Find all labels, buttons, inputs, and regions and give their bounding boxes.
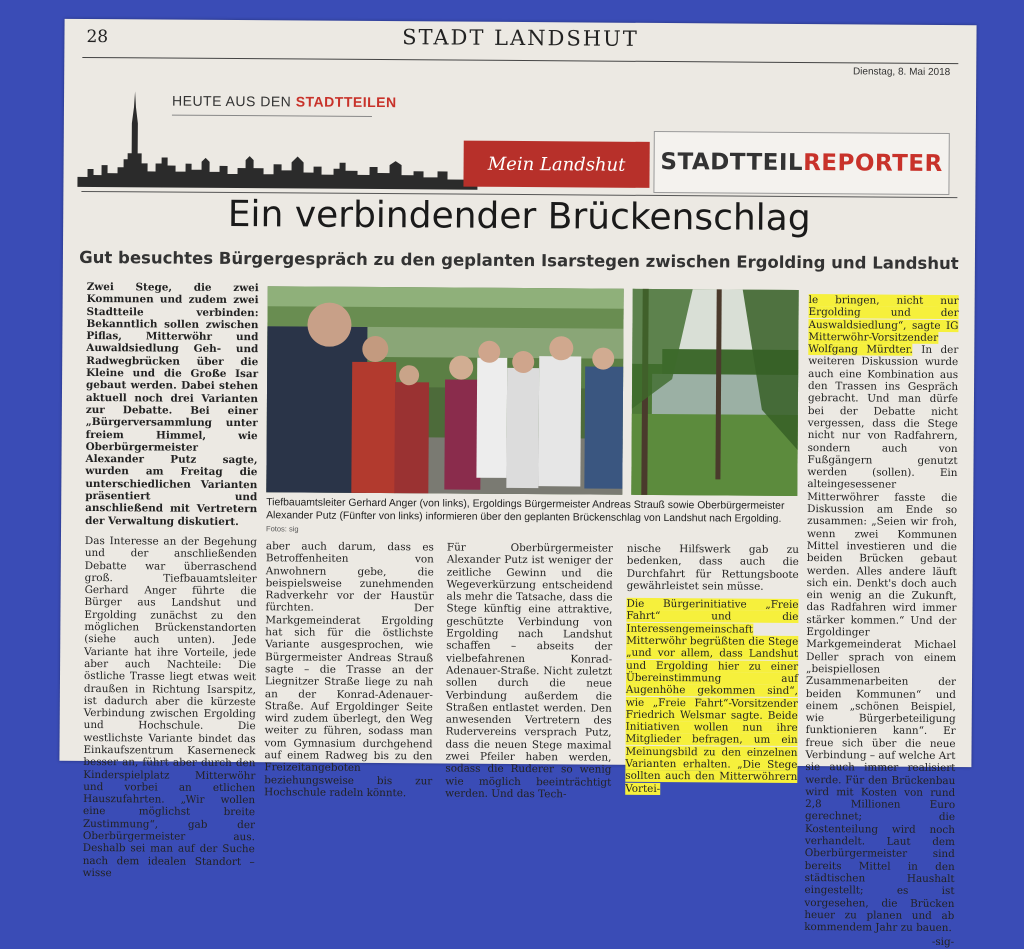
article-body-2: aber auch darum, dass es Betroffenheiten von Anwohnern gebe, die beispielsweise zunehmenden Radverkehr vor der Haustür fürchten. Der Markgemeinderat Ergolding hat sich für die östlichste Variante ausgesprochen, wie Bürgermeister Andreas Strauß sagte – die Trasse an der Liegnitzer Straße liege zu nah an der Konrad-Adenauer-Straße. Auf Ergoldinger Seite wird zudem überlegt, den Weg weiter zu führen, sodass man vom Gymnasium durchgehend auf einem Radweg bis zu den Freizeitangeboten beziehungsweise bis zur Hochschule radeln könnte.	[264, 540, 434, 800]
caption-text: Tiefbauamtsleiter Gerhard Anger (von links), Ergoldings Bürgermeister Andreas Strauß sowie Oberbürgermeister Alexander Putz (Fünfter von links) informieren über den geplanten Brückenschlag von Landshut nach Ergolding.	[266, 497, 785, 525]
article-column-5	[804, 294, 959, 949]
photo-credit: Fotos: sig	[266, 524, 299, 534]
article-column-1	[82, 280, 259, 880]
section-title: STADT LANDSHUT	[402, 25, 639, 51]
article-body-4a: nische Hilfswerk gab zu bedenken, dass auch die Durchfahrt für Rettungsboote gewährleistet sein müsse.	[626, 542, 799, 593]
header-rule	[82, 57, 958, 64]
section-label	[172, 93, 397, 111]
photo-caption	[266, 496, 798, 539]
person-figure	[476, 341, 507, 478]
article-column-2	[264, 540, 434, 800]
article-body-5: In der weiteren Diskussion wurde auch eine Kombination aus den Trassen ins Gespräch gebracht. Und man dürfe bei der Debatte nicht vergessen, dass die Stege nicht nur von Radfahrern, sondern auch von Fußgängern genutzt werden (sollen). Ein alteingesessener Mitterwöhrer fasste die Diskussion am Ende so zusammen: „Seien wir froh, wenn zwei Kommunen Mittel investieren und die beiden Brücken gebaut werden. Alles andere läuft sich ein. Denkt's doch auch ein wenig an die Zukunft, das Radfahren wird immer stärker kommen.“ Und der Ergoldinger Markgemeinderat Michael Deller sprach von einem „beispiellosen Zusammenarbeiten der beiden Kommunen“ und einem „schönen Beispiel, wie Bürgerbeteiligung funktionieren kann“. Er freue sich über die neue Verbindung – auf welche Art sie auch immer realisiert werde. Für den Brückenbau wird mit Kosten von rund 2,8 Millionen Euro gerechnet; die Kostenteilung wird noch verhandelt. Laut dem Oberbürgermeister sind bereits Mittel in den städtischen Haushalt eingestellt; es ist vorgesehen, die Brücken heuer zu planen und ab kommendem Jahr zu bauen.	[804, 344, 959, 935]
article-subheadline: Gut besuchtes Bürgergespräch zu den geplanten Isarstegen zwischen Ergolding und Landshut	[79, 247, 959, 274]
person-figure	[506, 351, 539, 488]
author-signature: -sig-	[931, 936, 955, 949]
issue-date: Dienstag, 8. Mai 2018	[852, 66, 951, 79]
highlighted-passage: Die Bürgerinitiative „Freie Fahrt“ und die Interessengemeinschaft Mitterwöhr begrüßten die Stege „und vor allem, dass Landshut und Ergolding hier zu einer Übereinstimmung auf Augenhöhe gekommen sind“, wie „Freie Fahrt“-Vorsitzender Friedrich Welsmar sagte. Beide Initiativen wollen nun ihre Mitglieder befragen, um ein Meinungsbild zu den einzelnen Varianten erhalten. „Die Stege sollten auch den Mitterwöhrern Vortei-	[625, 597, 799, 795]
stadtteilreporter-logo	[653, 131, 949, 195]
group-photo	[266, 286, 623, 494]
article-lead: Zwei Stege, die zwei Kommunen und zudem zwei Stadtteile verbinden: Bekanntlich sollen zwischen Piflas, Mitterwöhr und Auwaldsiedlung Geh- und Radwegbrücken über die Kleine und die Große Isar gebaut werden. Dabei stehen aktuell noch drei Varianten zur Debatte. Bei einer „Bürgerversammlung unter freiem Himmel, wie Oberbürgermeister Alexander Putz sagte, wurden am Freitag die unterschiedlichen Varianten präsentiert und anschließend mit Vertretern der Verwaltung diskutiert.	[85, 280, 259, 528]
reporter-logo-part1: STADTTEIL	[660, 148, 804, 176]
reporter-logo-part2: REPORTER	[803, 149, 943, 177]
person-figure	[584, 347, 623, 488]
river-photo	[631, 289, 798, 496]
person-figure	[394, 365, 429, 493]
page-number: 28	[86, 26, 109, 48]
section-label-prefix: HEUTE AUS DEN	[171, 92, 292, 110]
person-figure	[538, 336, 581, 486]
article-column-4	[625, 542, 799, 795]
mein-landshut-banner: Mein Landshut	[463, 141, 649, 188]
section-label-highlight: STADTTEILEN	[295, 93, 397, 111]
article-body-1: Das Interesse an der Begehung und der anschließenden Debatte war überraschend groß. Tiefbauamtsleiter Gerhard Anger führte die Bürger aus Landshut und Ergolding zunächst zu den möglichen Brückenstandorten (siehe auch unten). Jede Variante hat ihre Vorteile, jede aber auch Nachteile: Die östliche Trasse liegt etwas weit draußen in Richtung Isarspitz, ist dadurch aber die kürzeste Verbindung zwischen Ergolding und Hochschule. Die westlichste Variante bindet das Einkaufszentrum Kaserneneck besser an, führt aber durch den Kinderspielplatz Mitterwöhr und vorbei an etlichen Hauszufahrten. „Wir wollen eine möglichst breite Zustimmung“, gab der Oberbürgermeister aus. Deshalb sei man auf der Suche nach dem idealen Standort – wisse	[82, 534, 257, 880]
article-body-3: Für Oberbürgermeister Alexander Putz ist weniger der zeitliche Gewinn und die Wegeverkürzung entscheidend als mehr die Tatsache, dass die Stege künftig eine attraktive, geschützte Verbindung von Ergolding nach Landshut schaffen – abseits der vielbefahrenen Konrad-Adenauer-Straße. Nicht zuletzt sollen durch die neue Verbindung außerdem die Straßen entlastet werden. Den anwesenden Vertretern des Rudervereins versprach Putz, dass die neuen Stege maximal zwei Pfeiler haben werden, sodass die Ruderer so wenig wie möglich beeinträchtigt werden. Und das Tech-	[445, 541, 613, 801]
highlighted-passage: le bringen, nicht nur Ergolding und der Auswaldsiedlung“, sagte IG Mitterwöhr-Vorsitzender Wolfgang Mürdter.	[808, 294, 959, 356]
article-column-3	[445, 541, 613, 801]
article-headline: Ein verbindender Brückenschlag	[227, 193, 811, 240]
newspaper-clipping	[59, 19, 976, 949]
